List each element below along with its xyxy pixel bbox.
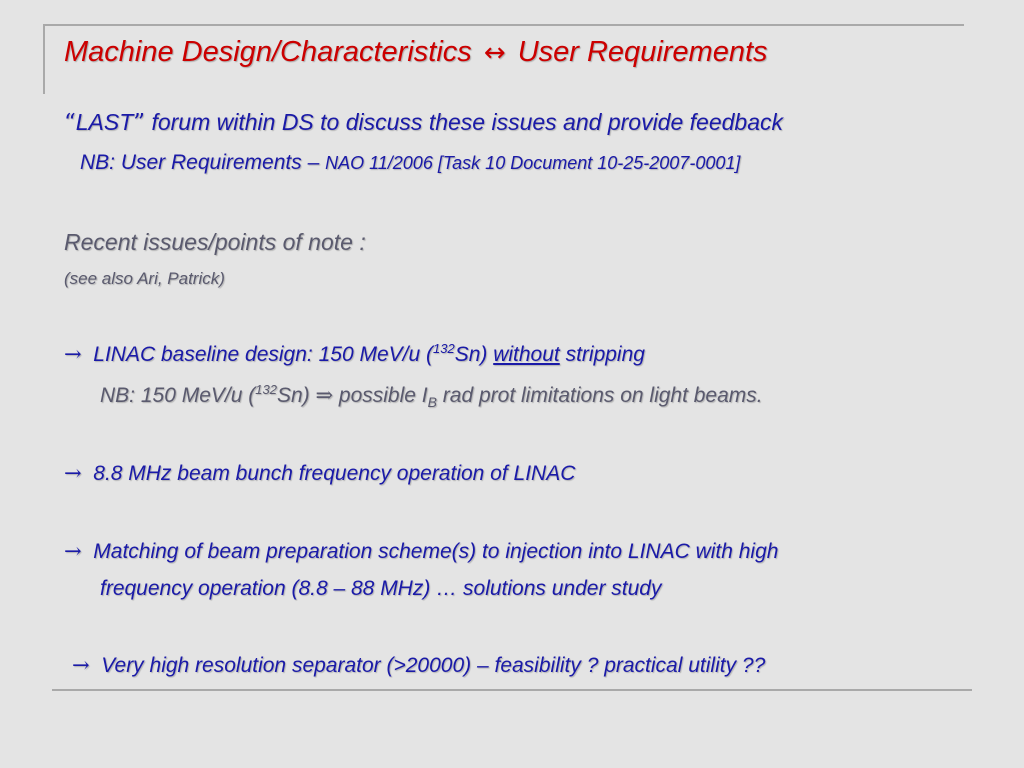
- implies-arrow-icon: ⇒: [315, 383, 334, 407]
- right-arrow-icon: →: [64, 461, 82, 485]
- title-right: User Requirements: [517, 36, 768, 68]
- nb2-mid: Sn): [276, 384, 316, 407]
- linac-post: Sn): [454, 343, 494, 366]
- close-quote: ”: [133, 110, 146, 136]
- frequency-bullet: [64, 461, 575, 486]
- nb-user-requirements-label: NB: User Requirements –: [80, 151, 326, 174]
- open-quote: “: [64, 110, 76, 136]
- linac-pre: LINAC baseline design: 150 MeV/u (: [93, 343, 433, 366]
- title-left: Machine Design/Characteristics: [64, 36, 472, 68]
- slide-title: [64, 36, 768, 69]
- nb-user-requirements-line: [80, 151, 740, 175]
- double-arrow-icon: ↔: [483, 38, 506, 68]
- last-forum-line: [64, 109, 783, 136]
- last-forum-text: forum within DS to discuss these issues and provide feedback: [145, 109, 783, 135]
- separator-bullet: [72, 653, 765, 678]
- nao-document-ref: NAO 11/2006 [Task 10 Document 10-25-2007-0001]: [325, 153, 741, 173]
- nb2-pre: NB: 150 MeV/u (: [100, 384, 256, 407]
- beam-current-symbol: I: [421, 384, 428, 407]
- linac-end: stripping: [559, 343, 645, 366]
- frequency-text: 8.8 MHz beam bunch frequency operation of LINAC: [93, 462, 576, 485]
- nb-rad-prot-line: [100, 383, 763, 408]
- matching-bullet: [64, 539, 778, 564]
- beam-current-subscript: B: [427, 394, 437, 410]
- right-arrow-icon: →: [72, 653, 90, 677]
- matching-continuation: frequency operation (8.8 – 88 MHz) … solutions under study: [100, 577, 662, 600]
- without-emphasis: without: [493, 343, 560, 366]
- isotope-mass: 132: [432, 341, 455, 356]
- left-rule: [43, 24, 45, 94]
- matching-text-1: Matching of beam preparation scheme(s) to injection into LINAC with high: [93, 540, 779, 563]
- right-arrow-icon: →: [64, 539, 82, 563]
- nb2-end: rad prot limitations on light beams.: [436, 384, 763, 407]
- right-arrow-icon: →: [64, 342, 82, 366]
- nb2-possible: possible: [333, 384, 422, 407]
- top-rule: [43, 24, 964, 26]
- bottom-rule: [52, 689, 972, 691]
- nb2-isotope-mass: 132: [255, 382, 277, 397]
- see-also-note: (see also Ari, Patrick): [64, 269, 225, 288]
- last-label: LAST: [75, 109, 134, 135]
- separator-text: Very high resolution separator (>20000) – feasibility ? practical utility ??: [101, 654, 766, 677]
- recent-issues-heading: Recent issues/points of note :: [64, 229, 366, 255]
- linac-baseline-bullet: [64, 342, 645, 367]
